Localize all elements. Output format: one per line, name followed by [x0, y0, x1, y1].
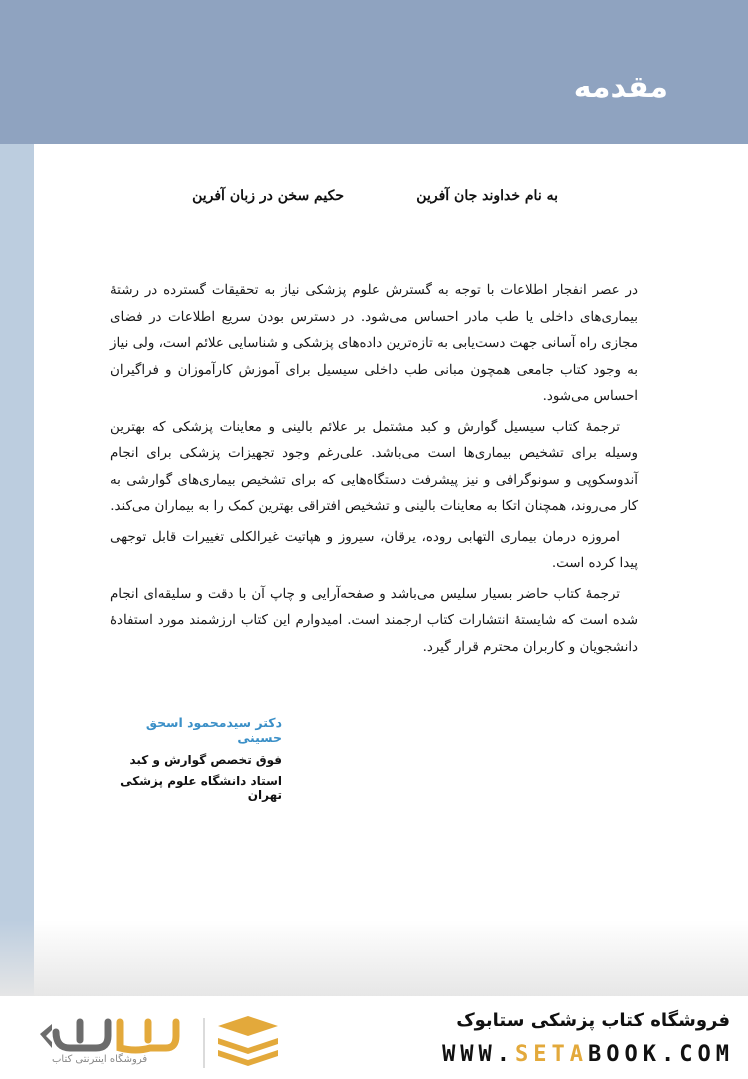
header-banner	[0, 0, 748, 144]
signature-name: دکتر سیدمحمود اسحق حسینی	[145, 715, 282, 745]
side-band	[0, 144, 34, 996]
store-name: فروشگاه کتاب پزشکی ستابوک	[456, 1010, 730, 1031]
store-url[interactable]	[442, 1042, 734, 1067]
url-prefix: WWW.	[442, 1042, 516, 1067]
poem-line-right: به نام خداوند جان آفرین	[416, 188, 558, 204]
url-suffix: BOOK.COM	[588, 1042, 734, 1067]
signature-affiliation: استاد دانشگاه علوم پزشکی تهران	[120, 774, 282, 802]
url-accent: SETA	[515, 1042, 589, 1067]
paragraph: ترجمهٔ کتاب سیسیل گوارش و کبد مشتمل بر علائم بالینی و معاینات پزشکی که بهترین وسیله برای تشخیص بیماری‌ها است می‌باشد. علی‌رغم وجود تجهیزات پزشکی برای انجام آندوسکوپی و سونوگرافی و نیز پیشرفت دستگاه‌هایی که برای تشخیص بیماری‌های گوارشی به کار می‌روند، همچنان اتکا به معاینات بالینی و تشخیص افتراقی بهترین کمک را به بیماران می‌کند.	[110, 419, 638, 514]
body-text	[110, 278, 638, 665]
signature-title: فوق تخصص گوارش و کبد	[129, 753, 282, 767]
footer-banner	[0, 996, 748, 1079]
logo-caption: فروشگاه اینترنتی کتاب	[52, 1054, 148, 1065]
bottom-fade	[0, 920, 748, 998]
poem-line-left: حکیم سخن در زبان آفرین	[192, 188, 344, 204]
paragraph: در عصر انفجار اطلاعات با توجه به گسترش علوم پزشکی نیاز به تحقیقات گسترده در رشتهٔ بیماری‌های داخلی یا طب مادر احساس می‌شود. در دسترس بودن سریع اطلاعات در فضای مجازی راه آسانی جهت دست‌یابی به تازه‌ترین داده‌های پزشکی و شناسایی علائم است، ولی نیاز به وجود کتاب جامعی همچون مبانی طب داخلی سیسیل برای آموزش کارآموزان و فراگیران احساس می‌شود.	[110, 283, 638, 404]
page-title: مقدمه	[573, 70, 668, 105]
paragraph: ترجمهٔ کتاب حاضر بسیار سلیس می‌باشد و صفحه‌آرایی و چاپ آن با دقت و سلیقه‌ای انجام شده است که شایستهٔ انتشارات کتاب ارجمند است. امیدوارم این کتاب ارزشمند مورد استفادهٔ دانشجویان و کاربران محترم قرار گیرد.	[110, 586, 638, 655]
paragraph: امروزه درمان بیماری التهابی روده، یرقان، سیروز و هپاتیت غیرالکلی تغییرات قابل توجهی پیدا کرده است.	[110, 529, 638, 571]
signature-block	[100, 715, 282, 809]
